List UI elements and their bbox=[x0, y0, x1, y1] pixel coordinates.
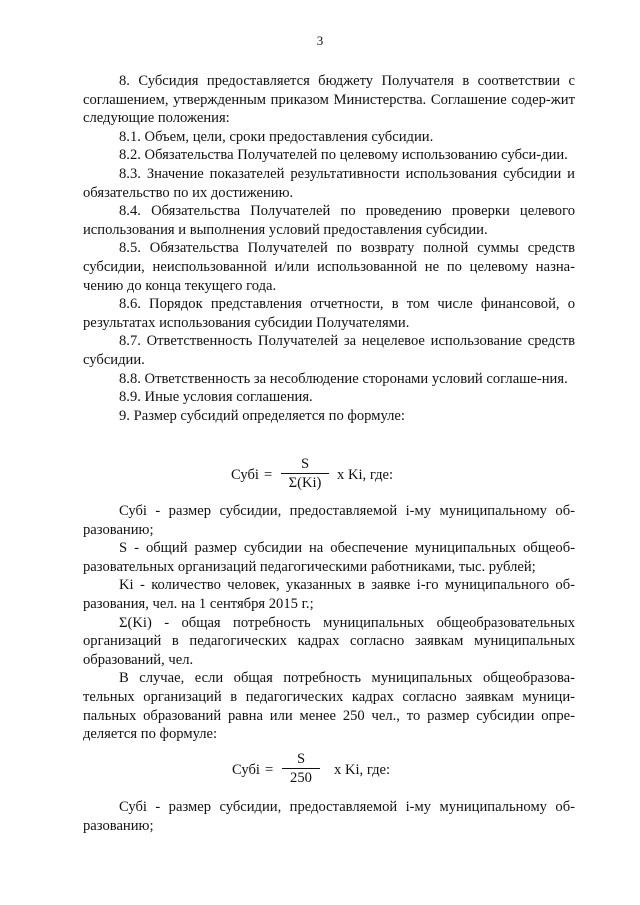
paragraph: 8.8. Ответственность за несоблюдение сторонами условий соглаше-ния. bbox=[119, 370, 568, 387]
formula-lhs: Субi bbox=[231, 467, 259, 483]
formula-equals: = bbox=[264, 467, 273, 483]
subsidy-formula bbox=[0, 455, 640, 503]
formula-rhs: x Ki, где: bbox=[334, 762, 391, 778]
paragraph: 8.5. Обязательства Получателей по возврату полной суммы средств субсидии, неиспользованной и/или использованной не по целевому назна-чению до конца текущего года. bbox=[83, 240, 575, 294]
paragraph: 8.9. Иные условия соглашения. bbox=[119, 389, 313, 406]
formula-rhs: x Ki, где: bbox=[337, 467, 394, 483]
paragraph: Субi - размер субсидии, предоставляемой i-му муниципальному об-разованию; bbox=[83, 503, 575, 538]
paragraph: 9. Размер субсидий определяется по формуле: bbox=[119, 407, 405, 424]
formula-numerator: S bbox=[300, 456, 310, 472]
document-body-definitions bbox=[83, 502, 575, 744]
paragraph: 8.4. Обязательства Получателей по проведению проверки целевого использования и выполнения условий предоставления субсидии. bbox=[83, 203, 575, 238]
paragraph: 8.3. Значение показателей результативности использования субсидии и обязательство по их достижению. bbox=[83, 165, 575, 201]
document-body bbox=[83, 72, 575, 425]
paragraph: 8.7. Ответственность Получателей за нецелевое использование средств субсидии. bbox=[83, 333, 575, 368]
paragraph: Σ(Ki) - общая потребность муниципальных общеобразовательных организаций в педагогических кадрах согласно заявкам муниципальных образований, чел. bbox=[83, 614, 575, 668]
paragraph: Ki - количество человек, указанных в заявке i-го муниципального об-разования, чел. на 1 сентября 2015 г.; bbox=[83, 577, 575, 612]
formula-equals: = bbox=[265, 762, 274, 778]
formula-denominator: Σ(Ki) bbox=[288, 475, 322, 491]
paragraph: 8.2. Обязательства Получателей по целевому использованию субси-дии. bbox=[119, 147, 568, 164]
paragraph: В случае, если общая потребность муниципальных общеобразова-тельных организаций в педагогических кадрах согласно заявкам муници-пальных образований равна или менее 250 чел., то размер субсидии опре-деляется по формуле: bbox=[83, 670, 575, 743]
formula-fraction bbox=[280, 455, 330, 492]
paragraph: Субi - размер субсидии, предоставляемой i-му муниципальному об-разованию; bbox=[83, 799, 575, 834]
paragraph: 8. Субсидия предоставляется бюджету Получателя в соответствии с соглашением, утвержденным приказом Министерства. Соглашение содер-жит следующие положения: bbox=[83, 73, 575, 127]
paragraph: 8.1. Объем, цели, сроки предоставления субсидии. bbox=[119, 128, 434, 145]
formula-numerator: S bbox=[296, 751, 306, 767]
formula-denominator: 250 bbox=[290, 770, 312, 786]
document-body-tail bbox=[83, 798, 575, 835]
formula-lhs: Субi bbox=[232, 762, 260, 778]
formula-fraction bbox=[281, 750, 321, 787]
paragraph: S - общий размер субсидии на обеспечение муниципальных общеоб-разовательных организаций педагогическими работниками, тыс. рублей; bbox=[83, 540, 575, 575]
page-number: 3 bbox=[316, 33, 324, 48]
paragraph: 8.6. Порядок представления отчетности, в том числе финансовой, о результатах использования субсидии Получателями. bbox=[83, 296, 575, 331]
subsidy-formula-alt bbox=[0, 750, 640, 798]
